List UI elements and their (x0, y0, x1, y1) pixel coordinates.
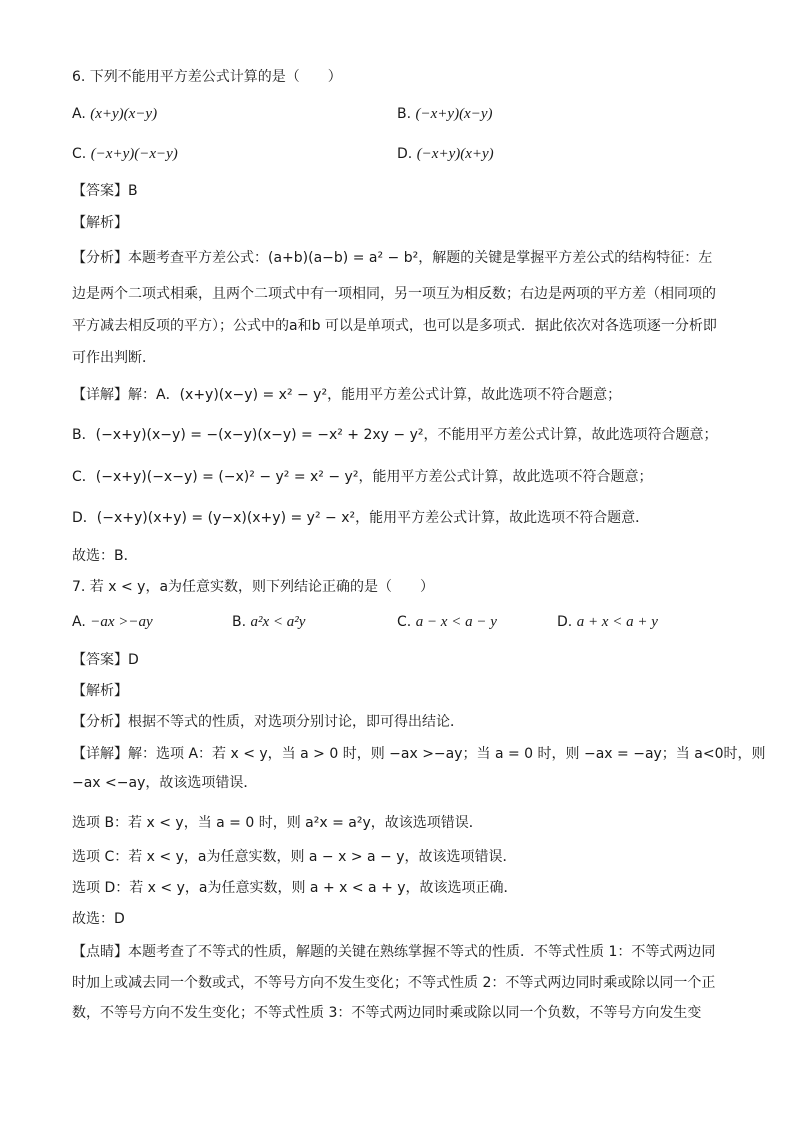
q6-analysis-line: 可作出判断． (72, 350, 156, 366)
q7-comment-line: 数，不等号方向不发生变化；不等式性质 3：不等式两边同时乘或除以同一个负数，不等号方向发生变 (72, 1005, 702, 1021)
option-label: A. (72, 614, 86, 630)
option-expression: a − x < a − y (415, 614, 497, 630)
option-label: D. (557, 614, 573, 630)
q7-detail-line: −ax <−ay，故该选项错误． (72, 775, 258, 791)
q7-comment-line: 【点睛】本题考查了不等式的性质，解题的关键在熟练掌握不等式的性质．不等式性质 1：不等式两边同 (72, 944, 716, 960)
q7-option-a (72, 611, 153, 633)
q7-analysis-line: 【分析】根据不等式的性质，对选项分别讨论，即可得出结论． (72, 714, 464, 730)
option-label: C. (72, 146, 87, 162)
q6-analysis-line: 【分析】本题考查平方差公式：(a+b)(a−b) = a² − b²，解题的关键是掌握平方差公式的结构特征：左 (72, 250, 713, 266)
q7-analysis-heading: 【解析】 (72, 683, 128, 699)
q7-answer: 【答案】D (72, 652, 139, 668)
option-expression: −ax >−ay (90, 614, 153, 630)
option-expression: (−x+y)(−x−y) (90, 146, 178, 162)
q7-comment-line: 时加上或减去同一个数或式，不等号方向不发生变化；不等式性质 2：不等式两边同时乘或除以同一个正 (72, 975, 716, 991)
q7-option-b (232, 611, 305, 633)
q6-stem: 6. 下列不能用平方差公式计算的是（ ） (72, 69, 342, 85)
option-expression: a + x < a + y (576, 614, 658, 630)
q7-detail-line: 选项 B：若 x < y，当 a = 0 时，则 a²x = a²y，故该选项错误． (72, 815, 483, 831)
q7-detail-line: 【详解】解：选项 A：若 x < y，当 a > 0 时，则 −ax >−ay；当 a = 0 时，则 −ax = −ay；当 a<0时，则 (72, 746, 766, 762)
q6-detail-line: D．(−x+y)(x+y) = (y−x)(x+y) = y² − x²，能用平方差公式计算，故此选项不符合题意． (72, 510, 650, 526)
q6-detail-line: C．(−x+y)(−x−y) = (−x)² − y² = x² − y²，能用平方差公式计算，故此选项不符合题意； (72, 469, 653, 485)
option-expression: (x+y)(x−y) (90, 106, 158, 122)
option-label: B. (397, 106, 412, 122)
q6-analysis-line: 边是两个二项式相乘，且两个二项式中有一项相同，另一项互为相反数；右边是两项的平方差（相同项的 (72, 286, 716, 302)
q6-analysis-heading: 【解析】 (72, 215, 128, 231)
q7-detail-line: 选项 C：若 x < y，a为任意实数，则 a − x > a − y，故该选项错误． (72, 849, 517, 865)
q6-analysis-line: 平方减去相反项的平方）；公式中的a和b 可以是单项式，也可以是多项式．据此依次对各选项逐一分析即 (72, 318, 717, 334)
q6-option-a (72, 103, 157, 125)
option-label: C. (397, 614, 412, 630)
option-expression: (−x+y)(x−y) (415, 106, 493, 122)
option-label: D. (397, 146, 413, 162)
q7-option-c (397, 611, 497, 633)
option-expression: (−x+y)(x+y) (416, 146, 494, 162)
q6-detail-line: B．(−x+y)(x−y) = −(x−y)(x−y) = −x² + 2xy − y²，不能用平方差公式计算，故此选项符合题意； (72, 427, 718, 443)
q6-detail-line: 【详解】解：A．(x+y)(x−y) = x² − y²，能用平方差公式计算，故此选项不符合题意； (72, 387, 622, 403)
q6-option-c (72, 143, 178, 165)
q7-detail-line: 选项 D：若 x < y，a为任意实数，则 a + x < a + y，故该选项正确． (72, 880, 518, 896)
q6-answer: 【答案】B (72, 183, 138, 199)
q6-choice: 故选：B． (72, 548, 138, 564)
option-expression: a²x < a²y (250, 614, 306, 630)
q6-option-b (397, 103, 493, 125)
q7-option-d (557, 611, 658, 633)
q7-choice: 故选：D (72, 911, 125, 927)
q6-option-d (397, 143, 494, 165)
option-label: B. (232, 614, 247, 630)
option-label: A. (72, 106, 86, 122)
q7-stem: 7. 若 x < y，a为任意实数，则下列结论正确的是（ ） (72, 579, 435, 595)
